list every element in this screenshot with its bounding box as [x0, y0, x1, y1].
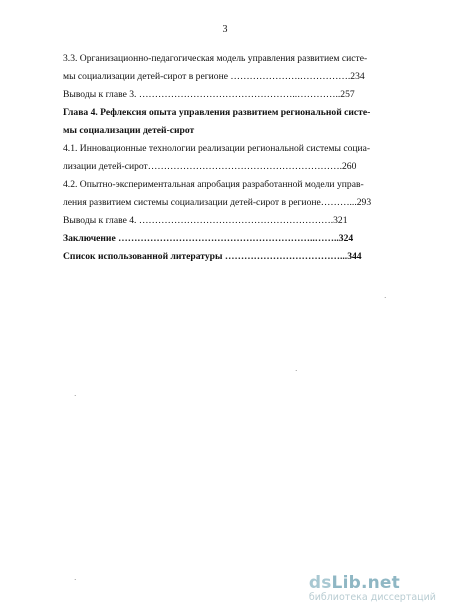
scan-speck: ·: [74, 392, 77, 400]
toc-item-references: Список использованной литературы ………………………………...344: [63, 251, 362, 262]
toc-chapter-4-heading-line2: мы социализации детей-сирот: [63, 125, 195, 136]
toc-item-4-2-line2: ления развитием системы социализации детей-сирот в регионе………...293: [63, 197, 372, 208]
toc-item-4-1-line2: лизации детей-сирот…………………………………………………….260: [63, 161, 357, 172]
scan-speck: ·: [74, 576, 77, 584]
toc-item-4-1-line1: 4.1. Инновационные технологии реализации региональной системы социа-: [63, 143, 371, 154]
toc-chapter-4-heading-line1: Глава 4. Рефлексия опыта управления развитием региональной систе-: [63, 107, 371, 118]
dslib-watermark: [309, 575, 436, 604]
page-number: 3: [222, 24, 228, 35]
toc-item-3-3-line1: 3.3. Организационно-педагогическая модель управления развитием систе-: [63, 53, 368, 64]
toc-item-conclusions-ch3: Выводы к главе 3. …………………………………………..…………..257: [63, 89, 355, 100]
toc-item-4-2-line1: 4.2. Опытно-экспериментальная апробация разработанной модели управ-: [63, 179, 364, 190]
toc-item-3-3-line2: мы социализации детей-сирот в регионе ………………….…………….234: [63, 71, 365, 82]
scan-speck: ·: [384, 294, 387, 302]
toc-item-conclusion: Заключение ……………………………………………………..……..324: [63, 233, 354, 244]
scan-speck: ·: [295, 367, 298, 375]
toc-item-conclusions-ch4: Выводы к главе 4. …………………………………………………….321: [63, 215, 348, 226]
dslib-logo: dsLib.net: [308, 573, 400, 593]
dslib-tagline: библиотека диссертаций: [308, 592, 436, 603]
